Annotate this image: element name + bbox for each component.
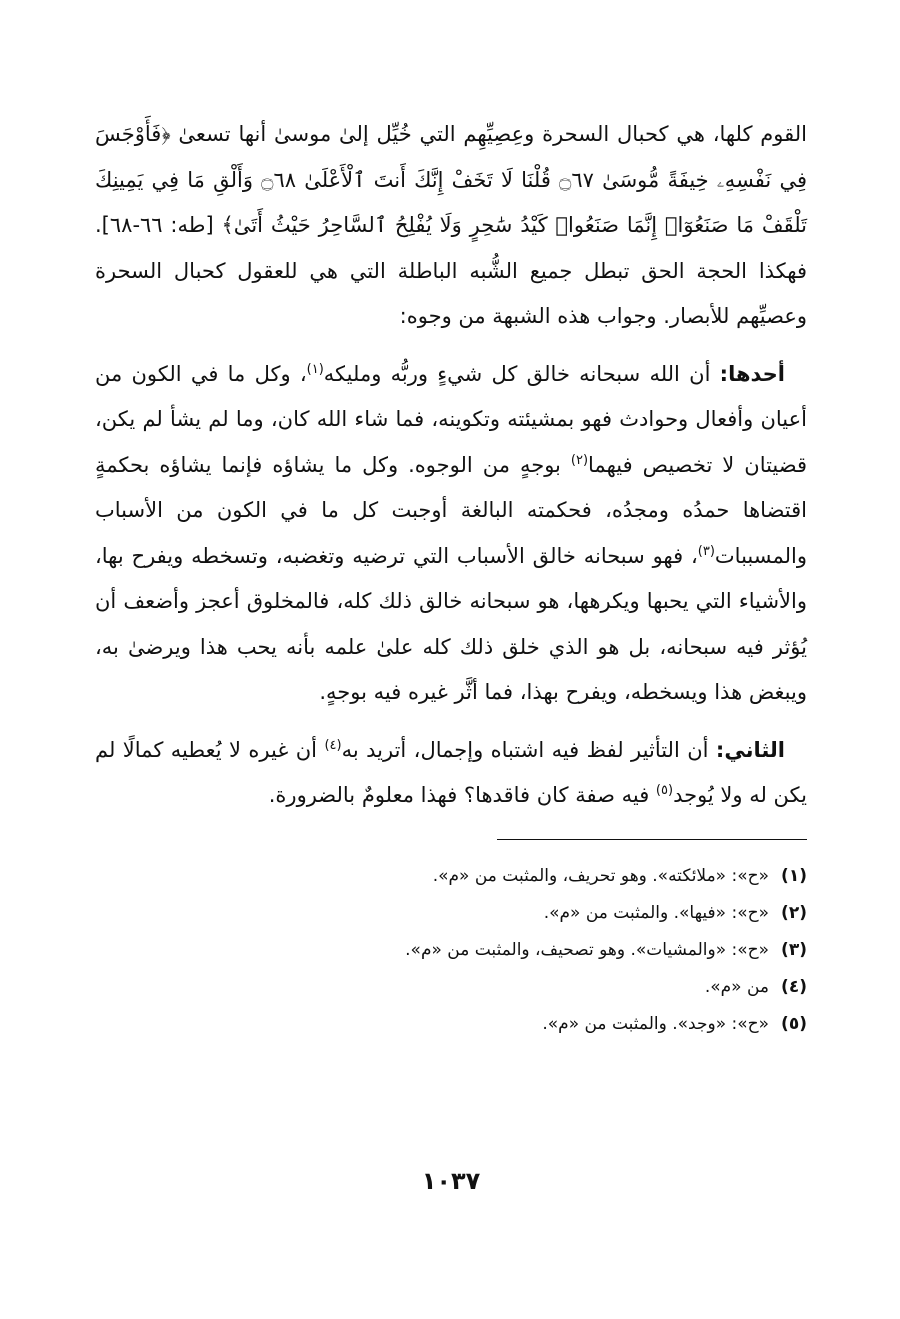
- footnotes-list: [95, 858, 807, 1043]
- footnote-number: (٣): [781, 939, 807, 960]
- footnote-number: (٥): [781, 1013, 807, 1034]
- footnote-text: «ح»: «وجد». والمثبت من «م».: [542, 1013, 769, 1034]
- footnote-number: (٢): [781, 902, 807, 923]
- footnote-ref-5[interactable]: (٥): [655, 783, 674, 798]
- footnote-5: [95, 1006, 807, 1043]
- paragraph-3: [95, 728, 807, 819]
- paragraph-1-text: القوم كلها، هي كحبال السحرة وعِصِيِّهِم التي خُيِّل إلىٰ موسىٰ أنها تسعىٰ ﴿فَأَوْجَسَ فِي نَفْسِهِۦ خِيفَةً مُّوسَىٰ ۝٦٧ قُلْنَا لَا تَخَفْ إِنَّكَ أَنتَ ٱلْأَعْلَىٰ ۝٦٨ وَأَلْقِ مَا فِي يَمِينِكَ تَلْقَفْ مَا صَنَعُوٓا۟ إِنَّمَا صَنَعُوا۟ كَيْدُ سَٰحِرٍ وَلَا يُفْلِحُ ٱلسَّاحِرُ حَيْثُ أَتَىٰ﴾ [طه: ٦٦-٦٨]. فهكذا الحجة الحق تبطل جميع الشُّبه الباطلة التي هي للعقول كحبال السحرة وعصيِّهم للأبصار. وجواب هذه الشبهة من وجوه:: [95, 122, 807, 328]
- footnote-text: «ح»: «ملائكته». وهو تحريف، والمثبت من «م».: [432, 865, 769, 886]
- footnote-1: [95, 858, 807, 895]
- paragraph-1: [95, 112, 807, 340]
- paragraph-2-text-cont-3: ، فهو سبحانه خالق الأسباب التي ترضيه وتغضبه، وتسخطه ويفرح بها، والأشياء التي يحبها ويكرهها، هو سبحانه خالق ذلك كله، فالمخلوق أعجز وأضعف أن يُؤثر فيه سبحانه، بل هو الذي خلق ذلك كله علىٰ علمه بأنه يحب هذا ويرضىٰ به، ويبغض هذا ويسخطه، ويفرح بهذا، فما أثَّر غيره فيه بوجهٍ.: [95, 543, 807, 704]
- paragraph-3-lead: الثاني:: [715, 737, 785, 762]
- paragraph-2: [95, 352, 807, 716]
- footnote-2: [95, 895, 807, 932]
- footnote-ref-3[interactable]: (٣): [697, 543, 715, 559]
- footnote-3: [95, 932, 807, 969]
- footnote-4: [95, 969, 807, 1006]
- footnote-divider: [497, 839, 807, 840]
- paragraph-3-text-cont-2: فيه صفة كان فاقدها؟ فهذا معلومٌ بالضرورة.: [268, 783, 656, 807]
- footnote-text: «ح»: «فيها». والمثبت من «م».: [543, 902, 769, 923]
- document-page: [95, 112, 807, 1312]
- footnote-ref-2[interactable]: (٢): [570, 452, 589, 468]
- footnote-ref-1[interactable]: (١): [306, 361, 324, 377]
- footnote-number: (١): [781, 865, 807, 886]
- paragraph-2-lead: أحدها:: [719, 361, 785, 386]
- footnote-number: (٤): [781, 976, 807, 997]
- footnote-text: «ح»: «والمشيات». وهو تصحيف، والمثبت من «م».: [405, 939, 769, 960]
- page-number: ١٠٣٧: [421, 1167, 481, 1195]
- footnote-text: من «م».: [704, 976, 769, 997]
- paragraph-3-text: أن التأثير لفظ فيه اشتباه وإجمال، أتريد به: [341, 737, 716, 762]
- paragraph-3-text-cont: أن غيره لا يُعطيه كمالًا لم يكن له ولا يُوجد: [95, 737, 807, 807]
- paragraph-2-text: أن الله سبحانه خالق كل شيءٍ وربُّه ومليكه: [323, 361, 711, 386]
- paragraph-2-text-cont: ، وكل ما في الكون من أعيان وأفعال وحوادث فهو بمشيئته وتكوينه، فما شاء الله كان، وما لم يشأ لم يكن، قضيتان لا تخصيص فيهما: [95, 361, 808, 477]
- paragraph-2-text-cont-2: بوجهٍ من الوجوه. وكل ما يشاؤه فإنما يشاؤه بحكمةٍ اقتضاها حمدُه ومجدُه، فحكمته البالغة أوجبت كل ما في الكون من الأسباب والمسببات: [95, 452, 807, 568]
- footnote-ref-4[interactable]: (٤): [324, 737, 342, 753]
